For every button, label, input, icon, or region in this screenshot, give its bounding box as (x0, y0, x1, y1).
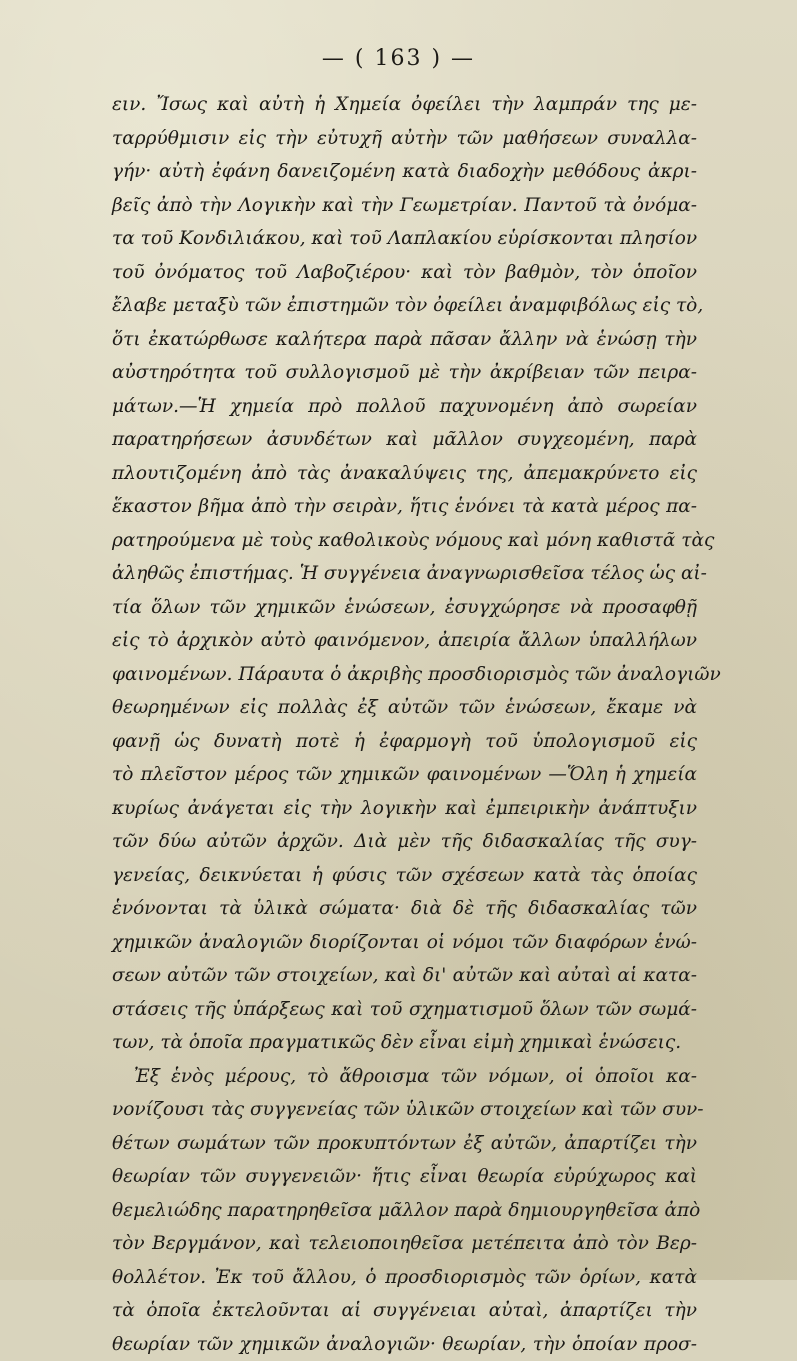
text-line: μάτων.—Ἡ χημεία πρὸ πολλοῦ παχυνομένη ἀπὸ σωρείαν (112, 390, 697, 424)
text-line: κυρίως ἀνάγεται εἰς τὴν λογικὴν καὶ ἐμπειρικὴν ἀνάπτυξιν (112, 792, 697, 826)
paragraph-end-line: των, τὰ ὁποῖα πραγματικῶς δὲν εἶναι εἰμὴ χημικαὶ ἑνώσεις. (112, 1026, 697, 1060)
paragraph-start-line: Ἐξ ἑνὸς μέρους, τὸ ἄθροισμα τῶν νόμων, οἱ ὁποῖοι κα- (112, 1060, 697, 1094)
text-line: τῶν δύω αὐτῶν ἀρχῶν. Διὰ μὲν τῆς διδασκαλίας τῆς συγ- (112, 825, 697, 859)
page-number-header: — ( 163 ) — (0, 46, 797, 71)
text-line: θεωρημένων εἰς πολλὰς ἐξ αὐτῶν τῶν ἑνώσεων, ἔκαμε νὰ (112, 691, 697, 725)
text-line: ἔλαβε μεταξὺ τῶν ἐπιστημῶν τὸν ὀφείλει ἀναμφιβόλως εἰς τὸ, (112, 289, 697, 323)
text-line: σεων αὐτῶν τῶν στοιχείων, καὶ δι' αὐτῶν καὶ αὐταὶ αἱ κατα- (112, 959, 697, 993)
text-line: τὸν Βεργμάνον, καὶ τελειοποιηθεῖσα μετέπειτα ἀπὸ τὸν Βερ- (112, 1227, 697, 1261)
text-line: ἕκαστον βῆμα ἀπὸ τὴν σειρὰν, ἥτις ἑνόνει τὰ κατὰ μέρος πα- (112, 490, 697, 524)
text-line: ρατηρούμενα μὲ τοὺς καθολικοὺς νόμους καὶ μόνη καθιστᾶ τὰς (112, 524, 697, 558)
text-line: νονίζουσι τὰς συγγενείας τῶν ὑλικῶν στοιχείων καὶ τῶν συν- (112, 1093, 697, 1127)
text-line: ὅτι ἐκατώρθωσε καλήτερα παρὰ πᾶσαν ἄλλην νὰ ἑνώσῃ τὴν (112, 323, 697, 357)
text-line: αὐστηρότητα τοῦ συλλογισμοῦ μὲ τὴν ἀκρίβειαν τῶν πειρα- (112, 356, 697, 390)
text-line: πλουτιζομένη ἀπὸ τὰς ἀνακαλύψεις της, ἀπεμακρύνετο εἰς (112, 457, 697, 491)
text-line: στάσεις τῆς ὑπάρξεως καὶ τοῦ σχηματισμοῦ ὅλων τῶν σωμά- (112, 993, 697, 1027)
text-line: χημικῶν ἀναλογιῶν διορίζονται οἱ νόμοι τῶν διαφόρων ἑνώ- (112, 926, 697, 960)
text-line: τὰ ὁποῖα ἐκτελοῦνται αἱ συγγένειαι αὐταὶ, ἀπαρτίζει τὴν (112, 1294, 697, 1328)
text-line: θεμελιώδης παρατηρηθεῖσα μᾶλλον παρὰ δημιουργηθεῖσα ἀπὸ (112, 1194, 697, 1228)
text-line: φανῇ ὡς δυνατὴ ποτὲ ἡ ἐφαρμογὴ τοῦ ὑπολογισμοῦ εἰς (112, 725, 697, 759)
text-line: ταρρύθμισιν εἰς τὴν εὐτυχῆ αὐτὴν τῶν μαθήσεων συναλλα- (112, 122, 697, 156)
text-line: τὸ πλεῖστον μέρος τῶν χημικῶν φαινομένων —Ὅλη ἡ χημεία (112, 758, 697, 792)
body-text (112, 88, 697, 1361)
text-line: θολλέτον. Ἐκ τοῦ ἄλλου, ὁ προσδιορισμὸς τῶν ὁρίων, κατὰ (112, 1261, 697, 1295)
text-line: φαινομένων. Πάραυτα ὁ ἀκριβὴς προσδιορισμὸς τῶν ἀναλογιῶν (112, 658, 697, 692)
text-line: ἀληθῶς ἐπιστήμας. Ἡ συγγένεια ἀναγνωρισθεῖσα τέλος ὡς αἰ- (112, 557, 697, 591)
text-line: τα τοῦ Κονδιλιάκου, καὶ τοῦ Λαπλακίου εὑρίσκονται πλησίον (112, 222, 697, 256)
text-line: ειν. Ἴσως καὶ αὐτὴ ἡ Χημεία ὀφείλει τὴν λαμπράν της με- (112, 88, 697, 122)
text-line: θεωρίαν τῶν συγγενειῶν· ἥτις εἶναι θεωρία εὐρύχωρος καὶ (112, 1160, 697, 1194)
text-line: γήν· αὐτὴ ἐφάνη δανειζομένη κατὰ διαδοχὴν μεθόδους ἀκρι- (112, 155, 697, 189)
text-line: τοῦ ὀνόματος τοῦ Λαβοζιέρου· καὶ τὸν βαθμὸν, τὸν ὁποῖον (112, 256, 697, 290)
text-line: τία ὅλων τῶν χημικῶν ἑνώσεων, ἐσυγχώρησε νὰ προσαφθῇ (112, 591, 697, 625)
text-line: θεωρίαν τῶν χημικῶν ἀναλογιῶν· θεωρίαν, τὴν ὁποίαν προσ- (112, 1328, 697, 1361)
text-line: εἰς τὸ ἀρχικὸν αὐτὸ φαινόμενον, ἀπειρία ἄλλων ὑπαλλήλων (112, 624, 697, 658)
text-line: παρατηρήσεων ἀσυνδέτων καὶ μᾶλλον συγχεομένη, παρὰ (112, 423, 697, 457)
text-line: γενείας, δεικνύεται ἡ φύσις τῶν σχέσεων κατὰ τὰς ὁποίας (112, 859, 697, 893)
text-line: ἑνόνονται τὰ ὑλικὰ σώματα· διὰ δὲ τῆς διδασκαλίας τῶν (112, 892, 697, 926)
text-line: βεῖς ἀπὸ τὴν Λογικὴν καὶ τὴν Γεωμετρίαν. Παντοῦ τὰ ὀνόμα- (112, 189, 697, 223)
text-line: θέτων σωμάτων τῶν προκυπτόντων ἐξ αὐτῶν, ἀπαρτίζει τὴν (112, 1127, 697, 1161)
